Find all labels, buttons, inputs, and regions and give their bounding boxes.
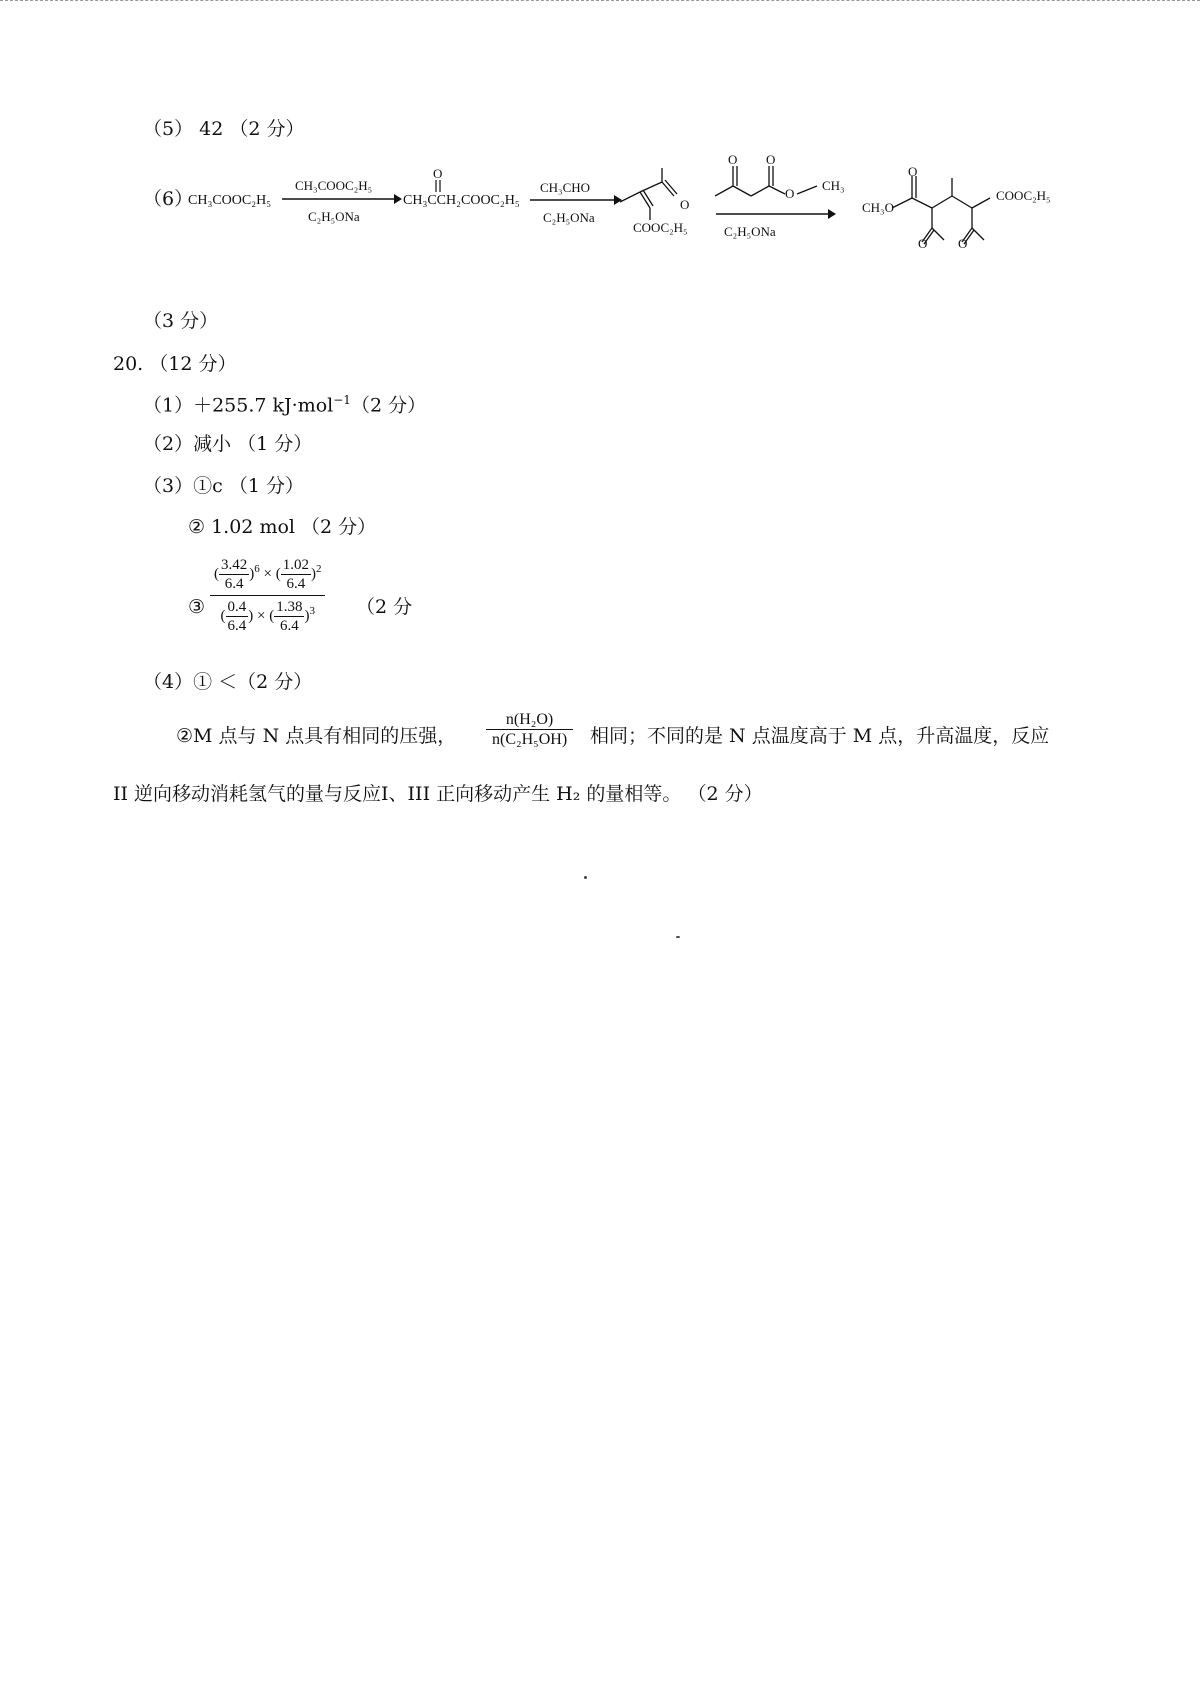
start-compound: CH₃COOC₂H₅ [188, 193, 272, 208]
question-total-score: （12 分） [149, 353, 237, 375]
reaction-arrow-3 [716, 207, 836, 221]
product-methoxy: CH₃O [862, 200, 894, 215]
q20-part3-2: ② 1.02 mol （2 分） [188, 516, 377, 538]
scan-speck [676, 936, 680, 938]
arrow1-bottom-reagent: C₂H₅ONa [308, 209, 360, 224]
arrow3-bottom-reagent: C₂H₅ONa [724, 224, 776, 239]
arrow2-top-reagent: CH₃CHO [540, 180, 591, 195]
kp-numerator: ( $\frac{3.42}{6.4}$ )$^6$ × ( $\frac{1.02}{6.4}$ )$^2$ [210, 556, 325, 596]
answer-value: 减小 [193, 433, 232, 455]
answer-value: c [212, 475, 223, 497]
answer-value: 1.02 mol [211, 516, 295, 538]
water-ethanol-ratio: $\frac{\text{n(H₂O)}}{\text{n(C₂H₅OH)}}$ [486, 710, 573, 749]
kp-expression [210, 556, 325, 635]
intermediate-2-ester: COOC₂H₅ [633, 220, 688, 235]
score: （2 分） [350, 394, 427, 417]
arrow1-top-reagent: CH₃COOC₂H₅ [295, 178, 373, 193]
product-o3: O [958, 236, 968, 251]
score: （2 分） [229, 118, 305, 140]
arrow2-bottom-reagent: C₂H₅ONa [543, 210, 595, 225]
enthalpy-value: ＋255.7 kJ·mol [193, 394, 334, 417]
kp-denominator: ( $\frac{0.4}{6.4}$ ) × ( $\frac{1.38}{6.4}$ )$^3$ [220, 599, 315, 634]
product-ester: COOC₂H₅ [996, 188, 1051, 203]
product-o2: O [918, 236, 928, 251]
reagent-ch3: CH₃ [822, 178, 845, 193]
score: （2 分） [237, 671, 313, 693]
q20-header [113, 353, 236, 376]
ester-o-top: O [766, 152, 776, 167]
q20-part3-3-mark: ③ [188, 596, 206, 618]
score: （1 分） [237, 433, 313, 455]
score: （1 分） [228, 475, 304, 497]
product-o1: O [908, 164, 918, 179]
q20-part4-1: （4）① ＜（2 分） [143, 671, 313, 693]
reaction-arrow-1 [282, 192, 402, 206]
q20-part1: （1）＋255.7 kJ·mol$^{-1}$（2 分） [143, 393, 427, 417]
reaction-arrow-2 [530, 193, 622, 207]
q19-part6-score: （3 分） [143, 310, 219, 332]
q19-part5 [143, 118, 305, 141]
scan-speck [584, 876, 587, 879]
ketone-o: O [728, 152, 738, 167]
score: （2 分） [301, 516, 377, 538]
q20-part3-3-score: （2 分 [356, 596, 413, 618]
intermediate-1: CH₃CCH₂COOC₂H₅ [403, 193, 520, 208]
q20-part4-2-line1: ②M 点与 N 点具有相同的压强， [176, 725, 457, 747]
q20-part4-2-line1b: 相同；不同的是 N 点温度高于 M 点，升高温度，反应 [590, 725, 1050, 747]
carbonyl-o-label: O [433, 166, 443, 181]
ester-o-link: O [785, 186, 795, 201]
q20-part3-1: （3）①c （1 分） [143, 475, 304, 497]
q20-part2: （2）减小 （1 分） [143, 433, 313, 455]
intermediate-2-o: O [680, 197, 690, 212]
question-number: 20. [113, 353, 144, 375]
carbonyl-double-bond [431, 180, 445, 194]
answer-value: ＜ [218, 671, 238, 693]
score: （2 分） [687, 783, 763, 805]
q19-part6-label: （6） [143, 188, 194, 210]
part-label: （5） [143, 118, 194, 140]
q20-part4-2-line2: II 逆向移动消耗氢气的量与反应I、III 正向移动产生 H₂ 的量相等。 （2 分） [113, 783, 763, 805]
top-border [0, 0, 1200, 1]
answer-value: 42 [199, 118, 224, 140]
